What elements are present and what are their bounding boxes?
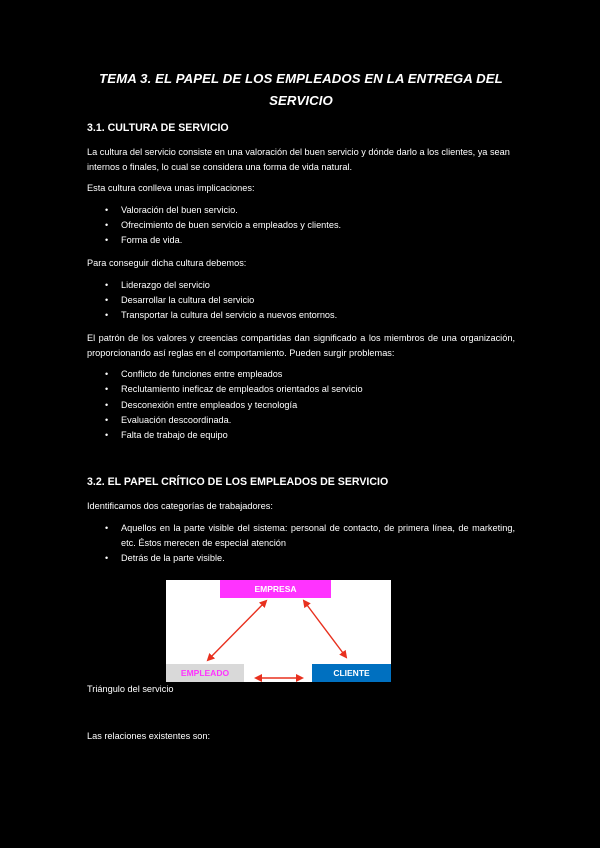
paragraph-conseguir-lead: Para conseguir dicha cultura debemos:: [87, 258, 247, 269]
list-item: • Desarrollar la cultura del servicio: [105, 293, 515, 308]
bullet-icon: •: [105, 294, 109, 305]
cliente-box: CLIENTE: [312, 664, 391, 682]
list-item: • Desconexión entre empleados y tecnología: [105, 398, 515, 413]
bullet-icon: •: [105, 414, 109, 425]
list-item: • Valoración del buen servicio.: [105, 203, 515, 218]
bullet-icon: •: [105, 310, 109, 321]
bullet-icon: •: [105, 219, 109, 230]
list-item: • Ofrecimiento de buen servicio a empleados y clientes.: [105, 218, 515, 233]
list-item: • Liderazgo del servicio: [105, 278, 515, 293]
list-item: • Reclutamiento ineficaz de empleados orientados al servicio: [105, 382, 515, 397]
document-page: [87, 68, 515, 743]
bullet-icon: •: [105, 369, 109, 380]
arrow-empresa-empleado: [208, 601, 266, 660]
paragraph-categorias-lead: Identificamos dos categorías de trabajadores:: [87, 501, 273, 512]
paragraph-patron: El patrón de los valores y creencias compartidas dan significado a los miembros de una organización, proporcionando así reglas en el comportamiento. Pueden surgir problemas:: [87, 333, 515, 358]
list-categorias: [87, 521, 515, 567]
list-item: • Forma de vida.: [105, 233, 515, 248]
list-item: • Evaluación descoordinada.: [105, 413, 515, 428]
paragraph-intro: La cultura del servicio consiste en una valoración del buen servicio y dónde darlo a los clientes, ya sean internos o finales, lo cual se considera una forma de vida natural.: [87, 147, 510, 172]
bullet-icon: •: [105, 279, 109, 290]
arrow-empresa-cliente: [304, 601, 346, 657]
section-heading-cultura: 3.1. CULTURA DE SERVICIO: [87, 122, 229, 134]
paragraph-relaciones: Las relaciones existentes son:: [87, 731, 211, 742]
list-item: • Falta de trabajo de equipo: [105, 428, 515, 443]
empresa-box: EMPRESA: [220, 580, 331, 598]
section-spacer: [87, 451, 515, 475]
bullet-icon: •: [105, 522, 109, 533]
service-triangle-diagram: [166, 580, 391, 682]
list-item: • Conflicto de funciones entre empleados: [105, 367, 515, 382]
bullet-icon: •: [105, 204, 109, 215]
bullet-icon: •: [105, 399, 109, 410]
list-item: • Aquellos en la parte visible del sistema: personal de contacto, de primera línea, de marketing, etc. Éstos merecen de especial atención: [105, 522, 515, 548]
bullet-icon: •: [105, 553, 109, 564]
title-line-2: SERVICIO: [269, 93, 333, 108]
list-implicaciones: [87, 203, 515, 249]
paragraph-implicaciones-lead: Esta cultura conlleva unas implicaciones:: [87, 183, 255, 193]
section-heading-papel-critico: 3.2. EL PAPEL CRÍTICO DE LOS EMPLEADOS DE SERVICIO: [87, 476, 389, 489]
diagram-caption: Triángulo del servicio: [87, 684, 174, 695]
page-title: [87, 68, 515, 112]
empleado-box: EMPLEADO: [166, 664, 244, 682]
list-conseguir: [87, 278, 515, 324]
title-line-1: TEMA 3. EL PAPEL DE LOS EMPLEADOS EN LA ENTREGA DEL: [99, 71, 503, 86]
list-item: • Detrás de la parte visible.: [105, 551, 515, 566]
bullet-icon: •: [105, 384, 109, 395]
list-problemas: [87, 367, 515, 443]
bullet-icon: •: [105, 430, 109, 441]
list-item: • Transportar la cultura del servicio a nuevos entornos.: [105, 308, 515, 323]
bullet-icon: •: [105, 234, 109, 245]
